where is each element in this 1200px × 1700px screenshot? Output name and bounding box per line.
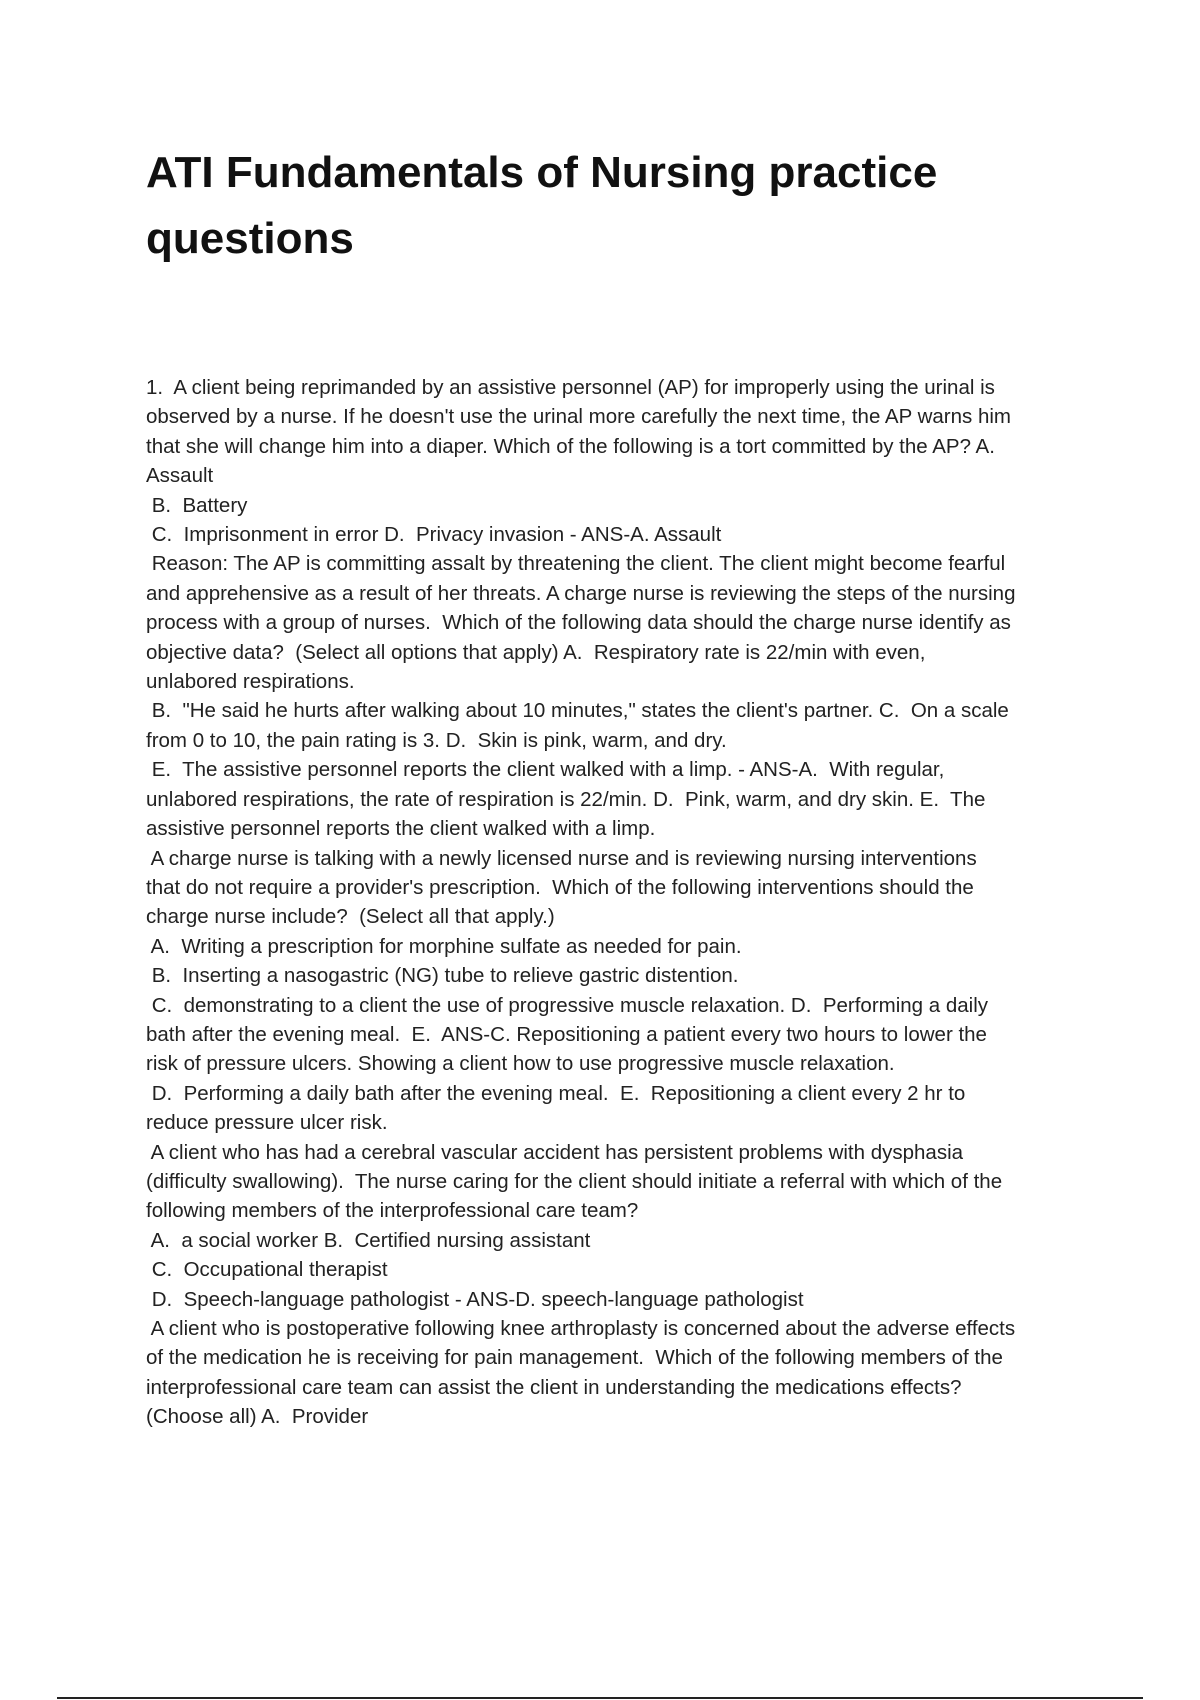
body-line: Assault bbox=[146, 464, 214, 488]
body-line: D. Speech-language pathologist - ANS-D. speech-language pathologist bbox=[146, 1287, 804, 1311]
body-line: B. Battery bbox=[146, 493, 248, 517]
body-line: unlabored respirations. bbox=[146, 670, 355, 694]
body-line: of the medication he is receiving for pain management. Which of the following members of the bbox=[146, 1346, 1003, 1370]
body-line: charge nurse include? (Select all that apply.) bbox=[146, 905, 555, 929]
body-line: A. Writing a prescription for morphine sulfate as needed for pain. bbox=[146, 934, 742, 958]
body-line: reduce pressure ulcer risk. bbox=[146, 1111, 388, 1135]
body-line: observed by a nurse. If he doesn't use the urinal more carefully the next time, the AP warns him bbox=[146, 405, 1011, 429]
body-line: following members of the interprofessional care team? bbox=[146, 1199, 639, 1223]
body-line: that she will change him into a diaper. Which of the following is a tort committed by the AP? A. bbox=[146, 434, 995, 458]
body-line: Reason: The AP is committing assalt by threatening the client. The client might become fearful bbox=[146, 552, 1006, 576]
body-line: risk of pressure ulcers. Showing a client how to use progressive muscle relaxation. bbox=[146, 1052, 895, 1076]
body-line: and apprehensive as a result of her threats. A charge nurse is reviewing the steps of the nursing bbox=[146, 581, 1016, 605]
body-line: E. The assistive personnel reports the client walked with a limp. - ANS-A. With regular, bbox=[146, 758, 945, 782]
body-line: from 0 to 10, the pain rating is 3. D. Skin is pink, warm, and dry. bbox=[146, 728, 727, 752]
body-line: unlabored respirations, the rate of respiration is 22/min. D. Pink, warm, and dry skin. E. The bbox=[146, 787, 986, 811]
body-line: interprofessional care team can assist the client in understanding the medications effects? bbox=[146, 1375, 962, 1399]
body-line: B. "He said he hurts after walking about 10 minutes," states the client's partner. C. On a scale bbox=[146, 699, 1009, 723]
body-line: B. Inserting a nasogastric (NG) tube to relieve gastric distention. bbox=[146, 964, 739, 988]
body-line: that do not require a provider's prescription. Which of the following interventions should the bbox=[146, 875, 974, 899]
page-title bbox=[146, 140, 1046, 272]
body-line: objective data? (Select all options that apply) A. Respiratory rate is 22/min with even, bbox=[146, 640, 926, 664]
body-line: C. Occupational therapist bbox=[146, 1258, 388, 1282]
body-line: bath after the evening meal. E. ANS-C. Repositioning a patient every two hours to lower the bbox=[146, 1022, 987, 1046]
document-body bbox=[146, 373, 1096, 1432]
body-line: process with a group of nurses. Which of the following data should the charge nurse identify as bbox=[146, 611, 1011, 635]
body-line: assistive personnel reports the client walked with a limp. bbox=[146, 817, 656, 841]
body-line: (Choose all) A. Provider bbox=[146, 1405, 369, 1429]
body-line: A client who has had a cerebral vascular accident has persistent problems with dysphasia bbox=[146, 1140, 964, 1164]
body-line: (difficulty swallowing). The nurse caring for the client should initiate a referral with which of the bbox=[146, 1169, 1003, 1193]
title-line: questions bbox=[146, 214, 354, 263]
page-bottom-divider bbox=[57, 1697, 1143, 1699]
body-line: A charge nurse is talking with a newly licensed nurse and is reviewing nursing interventions bbox=[146, 846, 977, 870]
body-line: A client who is postoperative following knee arthroplasty is concerned about the adverse effects bbox=[146, 1317, 1016, 1340]
body-line: A. a social worker B. Certified nursing assistant bbox=[146, 1228, 591, 1252]
body-line: 1. A client being reprimanded by an assistive personnel (AP) for improperly using the urinal is bbox=[146, 376, 995, 399]
body-line: C. demonstrating to a client the use of progressive muscle relaxation. D. Performing a daily bbox=[146, 993, 989, 1017]
body-line: C. Imprisonment in error D. Privacy invasion - ANS-A. Assault bbox=[146, 523, 722, 547]
title-line: ATI Fundamentals of Nursing practice bbox=[146, 148, 938, 197]
body-line: D. Performing a daily bath after the evening meal. E. Repositioning a client every 2 hr to bbox=[146, 1081, 966, 1105]
